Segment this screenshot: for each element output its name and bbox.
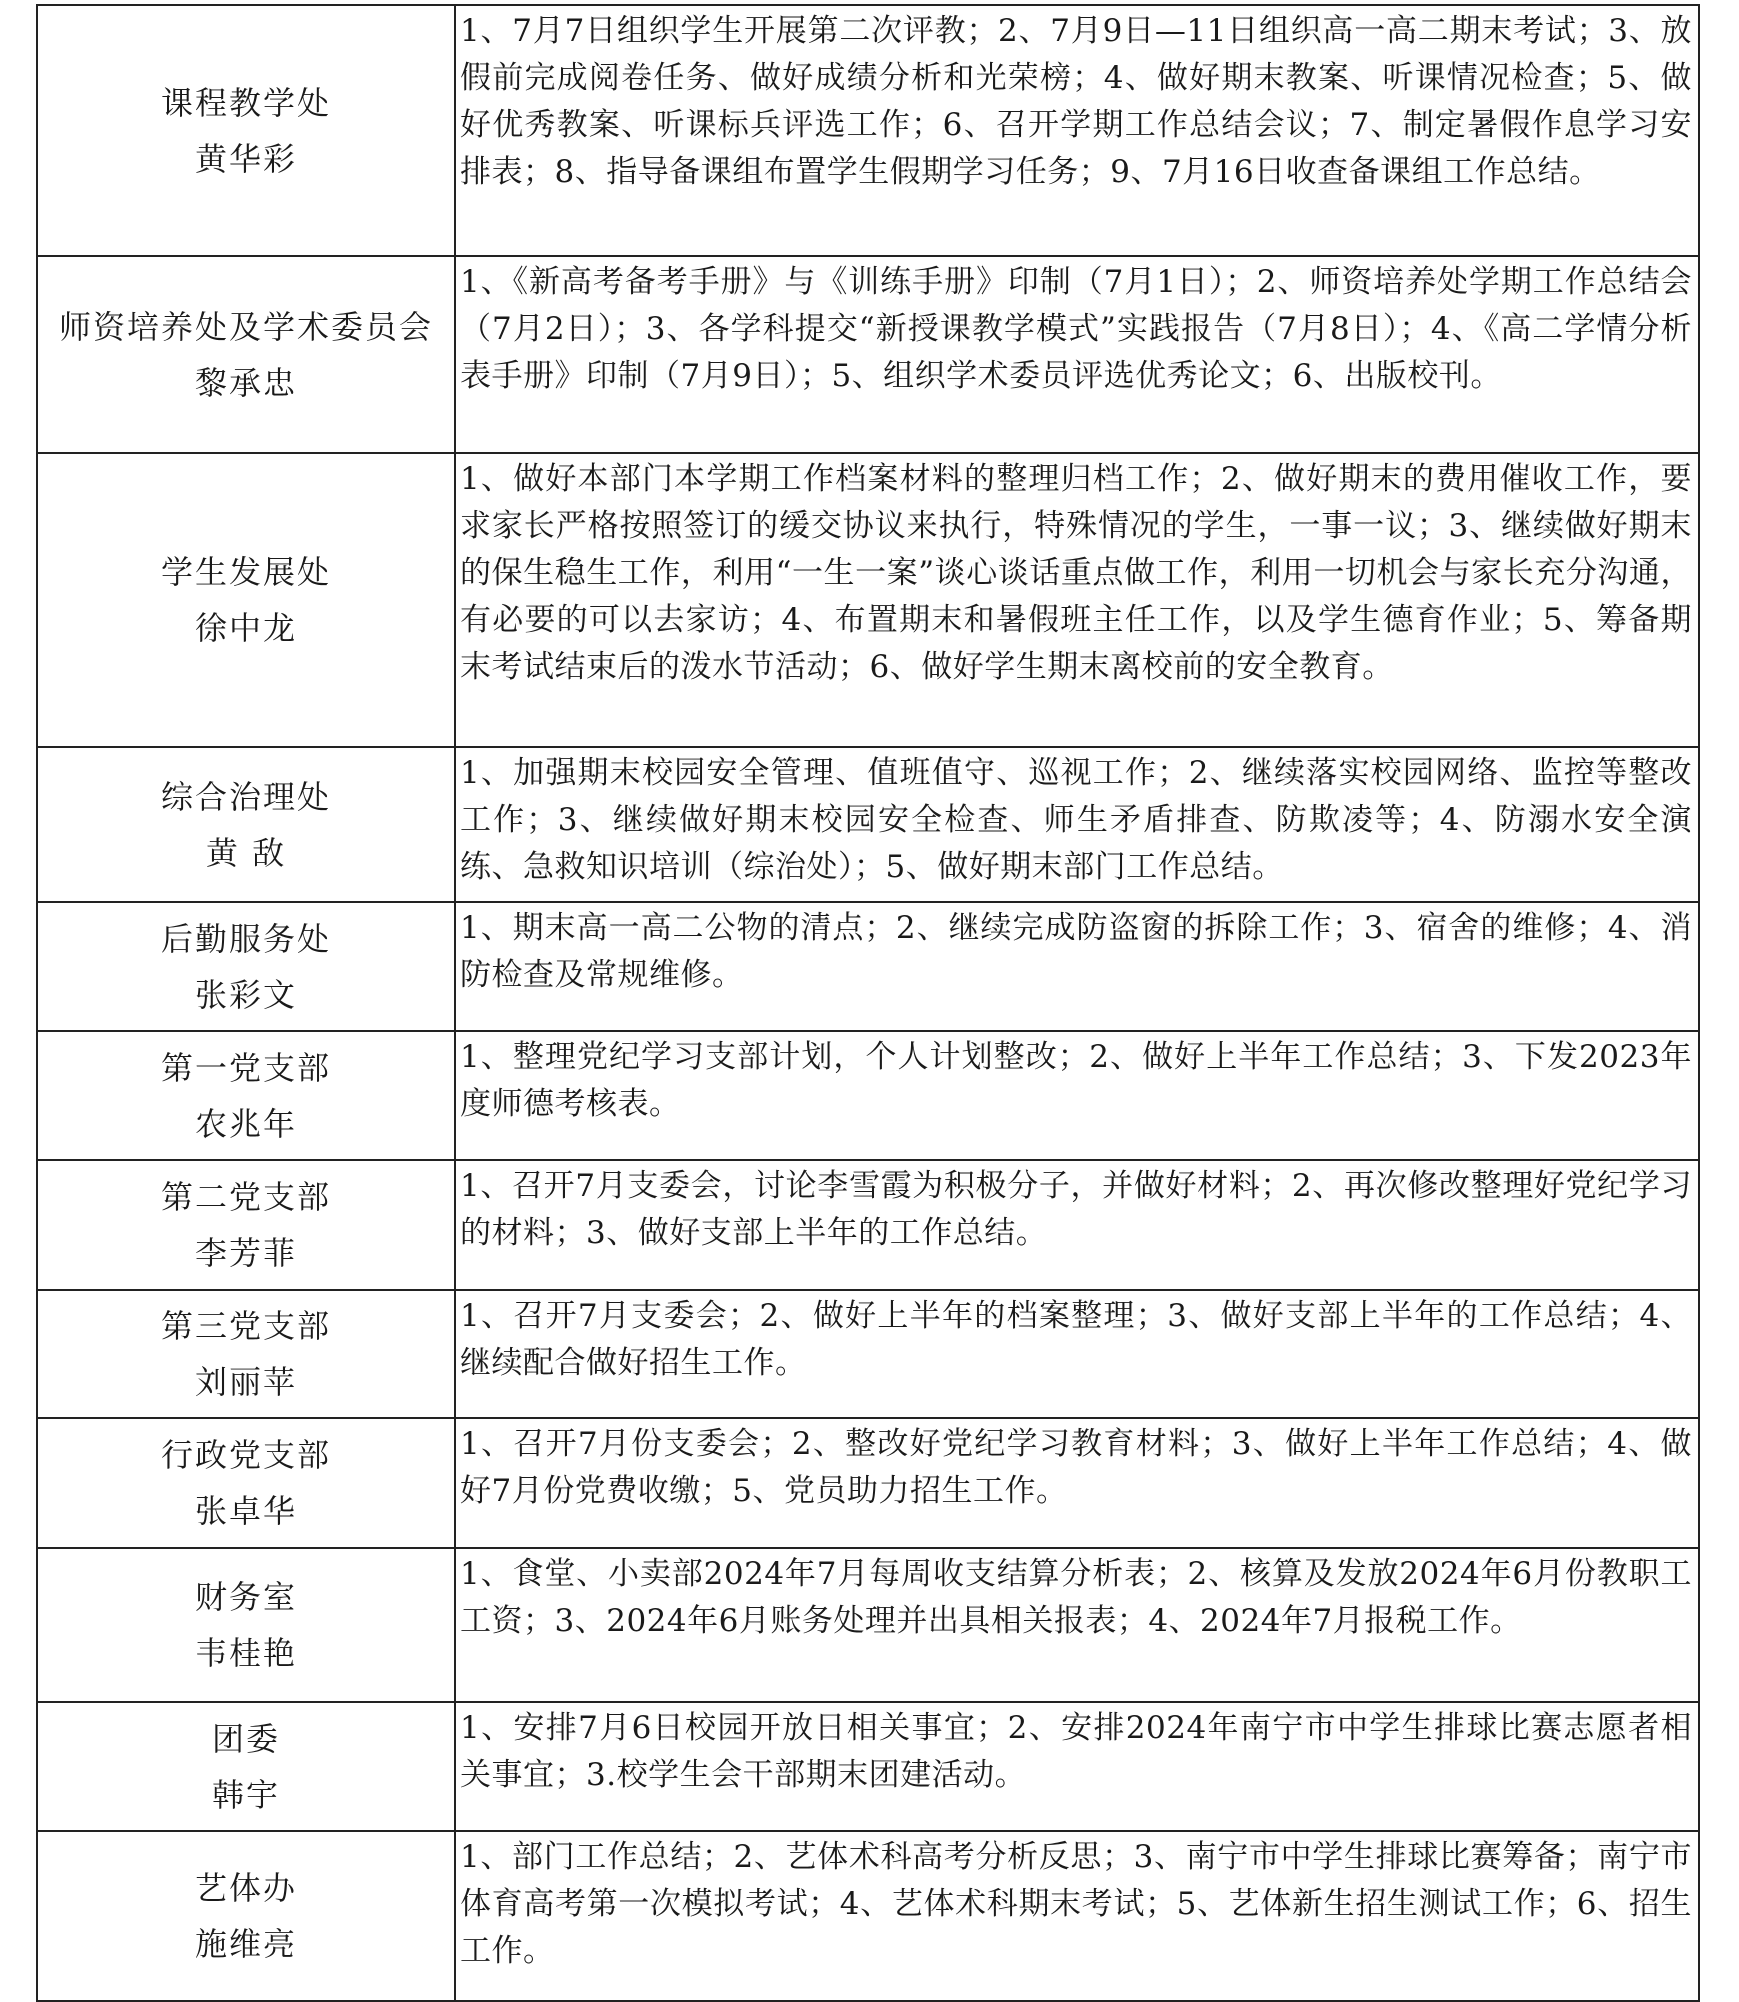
department-cell <box>37 902 455 1031</box>
department-head: 黄 敌 <box>205 833 287 872</box>
department-cell <box>37 1160 455 1290</box>
department-cell <box>37 1548 455 1702</box>
task-description: 1、部门工作总结；2、艺体术科高考分析反思；3、南宁市中学生排球比赛筹备；南宁市体育高考第一次模拟考试；4、艺体术科期末考试；5、艺体新生招生测试工作；6、招生工作。 <box>455 1831 1699 2001</box>
department-cell <box>37 1031 455 1160</box>
table-row <box>37 1290 1699 1418</box>
department-head: 黄华彩 <box>194 139 297 178</box>
department-cell <box>37 256 455 453</box>
department-head: 徐中龙 <box>194 609 297 647</box>
table-row <box>37 453 1699 747</box>
department-cell <box>37 1702 455 1831</box>
department-head: 黎承忠 <box>194 363 297 402</box>
department-name: 综合治理处 <box>160 777 331 816</box>
department-name: 师资培养处及学术委员会 <box>58 307 433 346</box>
department-name: 第三党支部 <box>160 1307 331 1345</box>
department-cell <box>37 5 455 256</box>
department-head: 施维亮 <box>194 1925 297 1963</box>
department-head: 张彩文 <box>194 975 297 1014</box>
table-body <box>37 5 1699 2001</box>
task-description: 1、整理党纪学习支部计划，个人计划整改；2、做好上半年工作总结；3、下发2023年度师德考核表。 <box>455 1031 1699 1160</box>
department-name: 第一党支部 <box>160 1048 331 1087</box>
department-head: 刘丽苹 <box>194 1363 297 1401</box>
task-description: 1、食堂、小卖部2024年7月每周收支结算分析表；2、核算及发放2024年6月份教职工工资；3、2024年6月账务处理并出具相关报表；4、2024年7月报税工作。 <box>455 1548 1699 1702</box>
task-description: 1、《新高考备考手册》与《训练手册》印制（7月1日）；2、师资培养处学期工作总结会（7月2日）；3、各学科提交“新授课教学模式”实践报告（7月8日）；4、《高二学情分析表手册》印制（7月9日）；5、组织学术委员评选优秀论文；6、出版校刊。 <box>455 256 1699 453</box>
department-cell <box>37 1290 455 1418</box>
department-name: 团委 <box>211 1719 280 1758</box>
table-row <box>37 1031 1699 1160</box>
department-name: 课程教学处 <box>160 83 331 122</box>
task-description: 1、做好本部门本学期工作档案材料的整理归档工作；2、做好期末的费用催收工作，要求家长严格按照签订的缓交协议来执行，特殊情况的学生，一事一议；3、继续做好期末的保生稳生工作，利用“一生一案”谈心谈话重点做工作，利用一切机会与家长充分沟通，有必要的可以去家访；4、布置期末和暑假班主任工作，以及学生德育作业；5、筹备期末考试结束后的泼水节活动；6、做好学生期末离校前的安全教育。 <box>455 453 1699 747</box>
task-description: 1、召开7月份支委会；2、整改好党纪学习教育材料；3、做好上半年工作总结；4、做好7月份党费收缴；5、党员助力招生工作。 <box>455 1418 1699 1548</box>
department-head: 李芳菲 <box>194 1234 297 1272</box>
task-description: 1、召开7月支委会；2、做好上半年的档案整理；3、做好支部上半年的工作总结；4、继续配合做好招生工作。 <box>455 1290 1699 1418</box>
table-row <box>37 1418 1699 1548</box>
department-name: 第二党支部 <box>160 1178 331 1216</box>
task-description: 1、召开7月支委会，讨论李雪霞为积极分子，并做好材料；2、再次修改整理好党纪学习的材料；3、做好支部上半年的工作总结。 <box>455 1160 1699 1290</box>
department-name: 后勤服务处 <box>160 919 331 958</box>
department-cell <box>37 1831 455 2001</box>
table-row <box>37 1548 1699 1702</box>
department-task-table <box>36 4 1700 2002</box>
task-description: 1、期末高一高二公物的清点；2、继续完成防盗窗的拆除工作；3、宿舍的维修；4、消防检查及常规维修。 <box>455 902 1699 1031</box>
task-description: 1、安排7月6日校园开放日相关事宜；2、安排2024年南宁市中学生排球比赛志愿者相关事宜；3.校学生会干部期末团建活动。 <box>455 1702 1699 1831</box>
table-row <box>37 1702 1699 1831</box>
department-cell <box>37 1418 455 1548</box>
department-head: 农兆年 <box>194 1104 297 1143</box>
department-head: 韩宇 <box>211 1775 280 1814</box>
department-head: 韦桂艳 <box>194 1634 297 1672</box>
table-row <box>37 747 1699 902</box>
department-name: 学生发展处 <box>160 553 331 591</box>
department-name: 艺体办 <box>194 1869 297 1907</box>
department-cell <box>37 747 455 902</box>
department-cell <box>37 453 455 747</box>
table-row <box>37 1160 1699 1290</box>
table-row <box>37 1831 1699 2001</box>
department-name: 财务室 <box>194 1578 297 1616</box>
table-row <box>37 256 1699 453</box>
task-description: 1、加强期末校园安全管理、值班值守、巡视工作；2、继续落实校园网络、监控等整改工作；3、继续做好期末校园安全检查、师生矛盾排查、防欺凌等；4、防溺水安全演练、急救知识培训（综治处）；5、做好期末部门工作总结。 <box>455 747 1699 902</box>
task-description: 1、7月7日组织学生开展第二次评教；2、7月9日—11日组织高一高二期末考试；3、放假前完成阅卷任务、做好成绩分析和光荣榜；4、做好期末教案、听课情况检查；5、做好优秀教案、听课标兵评选工作；6、召开学期工作总结会议；7、制定暑假作息学习安排表；8、指导备课组布置学生假期学习任务；9、7月16日收查备课组工作总结。 <box>455 5 1699 256</box>
table-row <box>37 902 1699 1031</box>
table-row <box>37 5 1699 256</box>
department-head: 张卓华 <box>194 1492 297 1530</box>
department-name: 行政党支部 <box>160 1436 331 1474</box>
